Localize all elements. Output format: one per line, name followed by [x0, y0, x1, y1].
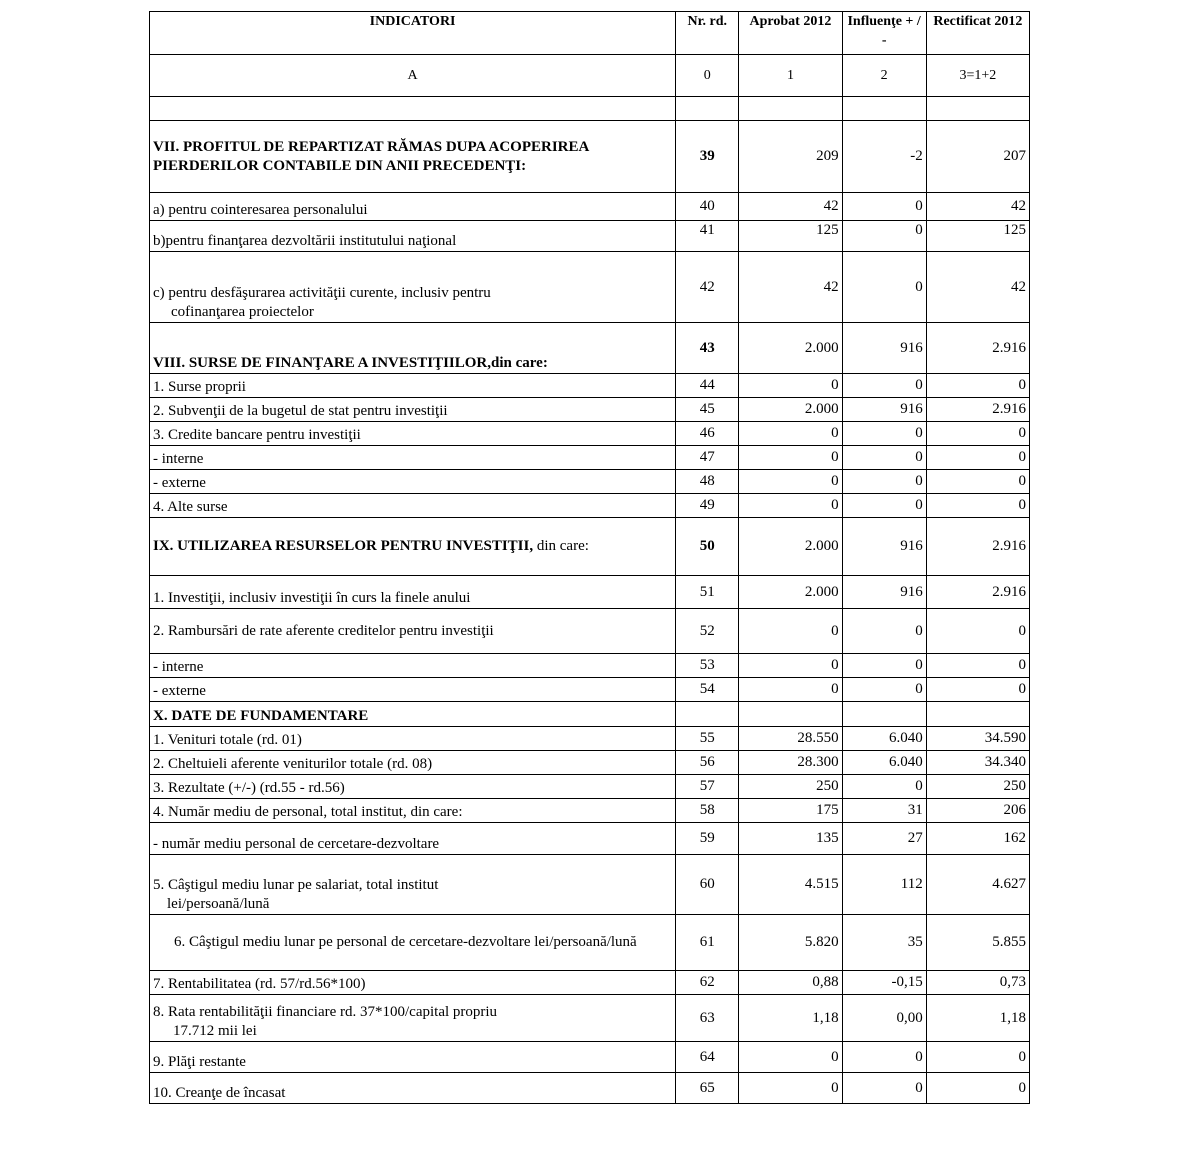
- row-aprobat: 2.000: [739, 576, 842, 609]
- section-title-x: X. DATE DE FUNDAMENTARE: [150, 702, 676, 727]
- row-influente: [842, 702, 926, 727]
- row-nr: [676, 702, 739, 727]
- row-label: 4. Alte surse: [150, 494, 676, 518]
- row-aprobat: 209: [739, 121, 842, 193]
- row-rectificat: 4.627: [926, 855, 1029, 915]
- row-aprobat: 0,88: [739, 971, 842, 995]
- row-influente: -0,15: [842, 971, 926, 995]
- table-row: [150, 97, 1030, 121]
- row-rectificat: 0: [926, 494, 1029, 518]
- table-row: [150, 823, 1030, 855]
- row-rectificat: 5.855: [926, 915, 1029, 971]
- row-nr: 39: [676, 121, 739, 193]
- row-rectificat: 0: [926, 470, 1029, 494]
- row-rectificat: 0: [926, 446, 1029, 470]
- row-label: - externe: [150, 678, 676, 702]
- row-label: 9. Plăţi restante: [150, 1042, 676, 1073]
- table-row: [150, 494, 1030, 518]
- row-aprobat: 250: [739, 775, 842, 799]
- table-row: [150, 1042, 1030, 1073]
- row-nr: 46: [676, 422, 739, 446]
- table-row: [150, 855, 1030, 915]
- row-nr: 42: [676, 252, 739, 323]
- row-label: - interne: [150, 654, 676, 678]
- row-influente: 112: [842, 855, 926, 915]
- row-influente: 35: [842, 915, 926, 971]
- row-influente: 0: [842, 1042, 926, 1073]
- row-influente: 27: [842, 823, 926, 855]
- row-nr: 59: [676, 823, 739, 855]
- row-label: - interne: [150, 446, 676, 470]
- row-aprobat: 2.000: [739, 398, 842, 422]
- row-nr: 63: [676, 995, 739, 1042]
- row-influente: 6.040: [842, 727, 926, 751]
- row-nr: 44: [676, 374, 739, 398]
- table-row: [150, 799, 1030, 823]
- budget-table: [149, 11, 1030, 1104]
- table-row: [150, 727, 1030, 751]
- table-row: [150, 971, 1030, 995]
- row-label: - externe: [150, 470, 676, 494]
- row-label: 1. Venituri totale (rd. 01): [150, 727, 676, 751]
- col-index-2: 2: [842, 55, 926, 97]
- table-row: [150, 446, 1030, 470]
- row-nr: 60: [676, 855, 739, 915]
- row-aprobat: 0: [739, 1042, 842, 1073]
- table-row: [150, 678, 1030, 702]
- row-nr: 50: [676, 518, 739, 576]
- row-label: 4. Număr mediu de personal, total institut, din care:: [150, 799, 676, 823]
- row-label-line1: 8. Rata rentabilităţii financiare rd. 37*100/capital propriu: [153, 1004, 498, 1020]
- row-label: a) pentru cointeresarea personalului: [150, 193, 676, 221]
- row-influente: 0: [842, 654, 926, 678]
- row-aprobat: [739, 702, 842, 727]
- table-row: [150, 193, 1030, 221]
- row-label: 2. Subvenţii de la bugetul de stat pentru investiţii: [150, 398, 676, 422]
- row-label: 2. Cheltuieli aferente veniturilor totale (rd. 08): [150, 751, 676, 775]
- row-influente: 0: [842, 678, 926, 702]
- row-aprobat: 5.820: [739, 915, 842, 971]
- table-row: [150, 995, 1030, 1042]
- row-aprobat: 135: [739, 823, 842, 855]
- section-title-vii: VII. PROFITUL DE REPARTIZAT RĂMAS DUPA ACOPERIREA PIERDERILOR CONTABILE DIN ANII PRECEDENŢI:: [150, 121, 676, 193]
- row-influente: 0: [842, 422, 926, 446]
- row-aprobat: [739, 97, 842, 121]
- row-influente: 916: [842, 518, 926, 576]
- row-rectificat: 42: [926, 193, 1029, 221]
- row-label-line1: 5. Câştigul mediu lunar pe salariat, total institut: [153, 877, 439, 893]
- row-aprobat: 125: [739, 221, 842, 252]
- row-rectificat: [926, 97, 1029, 121]
- row-label: 7. Rentabilitatea (rd. 57/rd.56*100): [150, 971, 676, 995]
- table-row: [150, 518, 1030, 576]
- row-influente: 916: [842, 323, 926, 374]
- col-index-a: A: [150, 55, 676, 97]
- row-nr: 45: [676, 398, 739, 422]
- row-influente: -2: [842, 121, 926, 193]
- row-rectificat: 0: [926, 609, 1029, 654]
- row-aprobat: 42: [739, 193, 842, 221]
- row-label: 1. Investiţii, inclusiv investiţii în curs la finele anului: [150, 576, 676, 609]
- row-influente: 0: [842, 470, 926, 494]
- table-row: [150, 398, 1030, 422]
- col-index-1: 1: [739, 55, 842, 97]
- row-aprobat: 0: [739, 1073, 842, 1104]
- column-index-row: [150, 55, 1030, 97]
- row-label: - număr mediu personal de cercetare-dezvoltare: [150, 823, 676, 855]
- section-title-ix-main: IX. UTILIZAREA RESURSELOR PENTRU INVESTIŢII,: [153, 538, 534, 554]
- col-index-3: 3=1+2: [926, 55, 1029, 97]
- table-row: [150, 374, 1030, 398]
- table-row: [150, 609, 1030, 654]
- row-label-multiline: [150, 252, 676, 323]
- header-influente: Influenţe + / -: [842, 12, 926, 55]
- row-label-line2: cofinanţarea proiectelor: [171, 304, 314, 320]
- row-rectificat: 206: [926, 799, 1029, 823]
- row-rectificat: 34.590: [926, 727, 1029, 751]
- row-nr: 57: [676, 775, 739, 799]
- row-influente: 0: [842, 252, 926, 323]
- row-rectificat: 207: [926, 121, 1029, 193]
- row-rectificat: 125: [926, 221, 1029, 252]
- row-rectificat: 34.340: [926, 751, 1029, 775]
- row-label-line2: 17.712 mii lei: [173, 1023, 257, 1039]
- row-aprobat: 0: [739, 609, 842, 654]
- row-nr: 40: [676, 193, 739, 221]
- row-label-multiline: [150, 995, 676, 1042]
- row-aprobat: 0: [739, 654, 842, 678]
- table-row: [150, 775, 1030, 799]
- header-nr: Nr. rd.: [676, 12, 739, 55]
- row-label-multiline: [150, 855, 676, 915]
- row-rectificat: 2.916: [926, 576, 1029, 609]
- row-influente: [842, 97, 926, 121]
- section-title-viii: VIII. SURSE DE FINANŢARE A INVESTIŢIILOR,din care:: [150, 323, 676, 374]
- row-label: b)pentru finanţarea dezvoltării institutului naţional: [150, 221, 676, 252]
- row-influente: 0: [842, 374, 926, 398]
- table-row: [150, 323, 1030, 374]
- row-aprobat: 4.515: [739, 855, 842, 915]
- row-nr: 55: [676, 727, 739, 751]
- header-aprobat: Aprobat 2012: [739, 12, 842, 55]
- row-influente: 0: [842, 1073, 926, 1104]
- table-row: [150, 252, 1030, 323]
- row-aprobat: 42: [739, 252, 842, 323]
- row-label: 3. Credite bancare pentru investiţii: [150, 422, 676, 446]
- row-influente: 916: [842, 398, 926, 422]
- row-nr: 41: [676, 221, 739, 252]
- row-rectificat: 162: [926, 823, 1029, 855]
- row-nr: 51: [676, 576, 739, 609]
- row-rectificat: 0: [926, 654, 1029, 678]
- row-label: 1. Surse proprii: [150, 374, 676, 398]
- row-influente: 916: [842, 576, 926, 609]
- row-nr: 65: [676, 1073, 739, 1104]
- row-label: 2. Rambursări de rate aferente creditelor pentru investiţii: [150, 609, 676, 654]
- row-rectificat: 1,18: [926, 995, 1029, 1042]
- row-nr: 48: [676, 470, 739, 494]
- row-influente: 0: [842, 775, 926, 799]
- row-aprobat: 28.550: [739, 727, 842, 751]
- table-row: [150, 221, 1030, 252]
- header-indicatori: INDICATORI: [150, 12, 676, 55]
- row-aprobat: 2.000: [739, 518, 842, 576]
- row-rectificat: 2.916: [926, 398, 1029, 422]
- row-influente: 0,00: [842, 995, 926, 1042]
- row-nr: 62: [676, 971, 739, 995]
- table-row: [150, 751, 1030, 775]
- row-label-line1: c) pentru desfăşurarea activităţii curente, inclusiv pentru: [153, 285, 491, 301]
- row-rectificat: 0: [926, 422, 1029, 446]
- table-row: [150, 470, 1030, 494]
- table-row: [150, 422, 1030, 446]
- row-influente: 0: [842, 221, 926, 252]
- row-nr: 53: [676, 654, 739, 678]
- row-rectificat: 0: [926, 374, 1029, 398]
- table-row: [150, 654, 1030, 678]
- row-influente: 0: [842, 193, 926, 221]
- table-row: [150, 576, 1030, 609]
- header-row: [150, 12, 1030, 55]
- row-rectificat: 0,73: [926, 971, 1029, 995]
- row-rectificat: [926, 702, 1029, 727]
- row-aprobat: 0: [739, 446, 842, 470]
- table-row: [150, 121, 1030, 193]
- row-aprobat: 0: [739, 678, 842, 702]
- row-aprobat: 175: [739, 799, 842, 823]
- row-nr: [676, 97, 739, 121]
- row-influente: 0: [842, 446, 926, 470]
- row-nr: 56: [676, 751, 739, 775]
- row-nr: 52: [676, 609, 739, 654]
- row-nr: 61: [676, 915, 739, 971]
- row-influente: 31: [842, 799, 926, 823]
- row-rectificat: 0: [926, 1042, 1029, 1073]
- row-aprobat: 0: [739, 374, 842, 398]
- header-rectificat: Rectificat 2012: [926, 12, 1029, 55]
- row-aprobat: 0: [739, 470, 842, 494]
- row-rectificat: 42: [926, 252, 1029, 323]
- table-row: [150, 915, 1030, 971]
- row-nr: 54: [676, 678, 739, 702]
- row-label: 10. Creanţe de încasat: [150, 1073, 676, 1104]
- col-index-0: 0: [676, 55, 739, 97]
- row-influente: 0: [842, 609, 926, 654]
- row-rectificat: 250: [926, 775, 1029, 799]
- row-aprobat: 0: [739, 494, 842, 518]
- table-row: [150, 1073, 1030, 1104]
- row-rectificat: 0: [926, 678, 1029, 702]
- row-rectificat: 2.916: [926, 323, 1029, 374]
- row-label: 3. Rezultate (+/-) (rd.55 - rd.56): [150, 775, 676, 799]
- row-label-line2: lei/persoană/lună: [167, 896, 270, 912]
- section-title-ix: [150, 518, 676, 576]
- row-nr: 49: [676, 494, 739, 518]
- table-row: [150, 702, 1030, 727]
- row-influente: 6.040: [842, 751, 926, 775]
- row-influente: 0: [842, 494, 926, 518]
- row-aprobat: 28.300: [739, 751, 842, 775]
- row-rectificat: 0: [926, 1073, 1029, 1104]
- row-nr: 64: [676, 1042, 739, 1073]
- row-aprobat: 2.000: [739, 323, 842, 374]
- section-title-ix-suffix: din care:: [533, 538, 589, 554]
- row-label: 6. Câştigul mediu lunar pe personal de cercetare-dezvoltare lei/persoană/lună: [150, 915, 676, 971]
- row-nr: 58: [676, 799, 739, 823]
- row-rectificat: 2.916: [926, 518, 1029, 576]
- row-label: [150, 97, 676, 121]
- row-nr: 43: [676, 323, 739, 374]
- row-aprobat: 0: [739, 422, 842, 446]
- row-aprobat: 1,18: [739, 995, 842, 1042]
- row-nr: 47: [676, 446, 739, 470]
